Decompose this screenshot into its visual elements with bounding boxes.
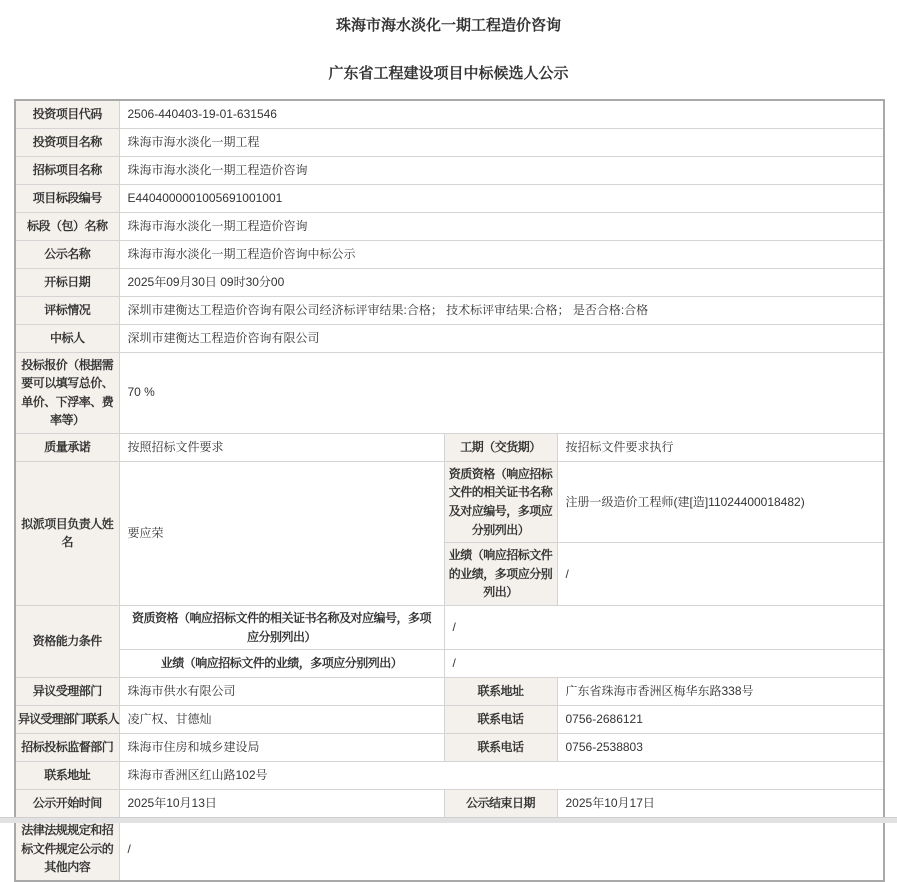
manager-qualification-value: 注册一级造价工程师(建[造]11024400018482) xyxy=(557,461,884,542)
objection-phone-value: 0756-2686121 xyxy=(557,706,884,734)
objection-contact-value: 凌广权、甘德灿 xyxy=(119,706,444,734)
bid-open-date-label: 开标日期 xyxy=(15,268,119,296)
publicity-end-value: 2025年10月17日 xyxy=(557,790,884,818)
section-name-label: 标段（包）名称 xyxy=(15,212,119,240)
quality-label: 质量承诺 xyxy=(15,433,119,461)
capability-qualification-value: / xyxy=(444,606,884,650)
page-subtitle: 广东省工程建设项目中标候选人公示 xyxy=(328,65,569,82)
contact-addr-value: 珠海市香洲区红山路102号 xyxy=(119,762,884,790)
page-bottom-strip xyxy=(0,817,897,823)
evaluation-label: 评标情况 xyxy=(15,296,119,324)
publicity-start-label: 公示开始时间 xyxy=(15,790,119,818)
duration-value: 按招标文件要求执行 xyxy=(557,433,884,461)
invest-code-value: 2506-440403-19-01-631546 xyxy=(119,100,884,128)
notice-table xyxy=(14,99,885,882)
bid-price-value: 70 % xyxy=(119,352,884,433)
publicity-end-label: 公示结束日期 xyxy=(444,790,557,818)
bid-open-date-value: 2025年09月30日 09时30分00 xyxy=(119,268,884,296)
supervision-phone-value: 0756-2538803 xyxy=(557,734,884,762)
objection-addr-value: 广东省珠海市香洲区梅华东路338号 xyxy=(557,678,884,706)
other-content-value: / xyxy=(119,818,884,881)
contact-addr-label: 联系地址 xyxy=(15,762,119,790)
other-content-label: 法律法规规定和招标文件规定公示的其他内容 xyxy=(15,818,119,881)
winner-label: 中标人 xyxy=(15,324,119,352)
objection-phone-label: 联系电话 xyxy=(444,706,557,734)
publicity-start-value: 2025年10月13日 xyxy=(119,790,444,818)
manager-label: 拟派项目负责人姓名 xyxy=(15,461,119,605)
supervision-phone-label: 联系电话 xyxy=(444,734,557,762)
invest-name-label: 投资项目名称 xyxy=(15,128,119,156)
notice-name-label: 公示名称 xyxy=(15,240,119,268)
capability-performance-value: / xyxy=(444,650,884,678)
supervision-dept-label: 招标投标监督部门 xyxy=(15,734,119,762)
capability-performance-label: 业绩（响应招标文件的业绩，多项应分别列出） xyxy=(119,650,444,678)
duration-label: 工期（交货期） xyxy=(444,433,557,461)
section-code-value: E4404000001005691001001 xyxy=(119,184,884,212)
objection-dept-label: 异议受理部门 xyxy=(15,678,119,706)
manager-value: 要应荣 xyxy=(119,461,444,605)
invest-name-value: 珠海市海水淡化一期工程 xyxy=(119,128,884,156)
bid-price-label: 投标报价（根据需要可以填写总价、单价、下浮率、费率等） xyxy=(15,352,119,433)
manager-qualification-label: 资质资格（响应招标文件的相关证书名称及对应编号，多项应分别列出） xyxy=(444,461,557,542)
section-code-label: 项目标段编号 xyxy=(15,184,119,212)
evaluation-value: 深圳市建衡达工程造价咨询有限公司经济标评审结果:合格； 技术标评审结果:合格； 是否合格:合格 xyxy=(119,296,884,324)
tender-project-name-label: 招标项目名称 xyxy=(15,156,119,184)
winner-value: 深圳市建衡达工程造价咨询有限公司 xyxy=(119,324,884,352)
supervision-dept-value: 珠海市住房和城乡建设局 xyxy=(119,734,444,762)
manager-performance-label: 业绩（响应招标文件的业绩，多项应分别列出） xyxy=(444,543,557,606)
section-name-value: 珠海市海水淡化一期工程造价咨询 xyxy=(119,212,884,240)
objection-contact-label: 异议受理部门联系人 xyxy=(15,706,119,734)
quality-value: 按照招标文件要求 xyxy=(119,433,444,461)
tender-project-name-value: 珠海市海水淡化一期工程造价咨询 xyxy=(119,156,884,184)
manager-performance-value: / xyxy=(557,543,884,606)
capability-qualification-label: 资质资格（响应招标文件的相关证书名称及对应编号，多项应分别列出） xyxy=(119,606,444,650)
objection-dept-value: 珠海市供水有限公司 xyxy=(119,678,444,706)
invest-code-label: 投资项目代码 xyxy=(15,100,119,128)
capability-label: 资格能力条件 xyxy=(15,606,119,678)
page-title: 珠海市海水淡化一期工程造价咨询 xyxy=(335,17,561,34)
objection-addr-label: 联系地址 xyxy=(444,678,557,706)
notice-name-value: 珠海市海水淡化一期工程造价咨询中标公示 xyxy=(119,240,884,268)
